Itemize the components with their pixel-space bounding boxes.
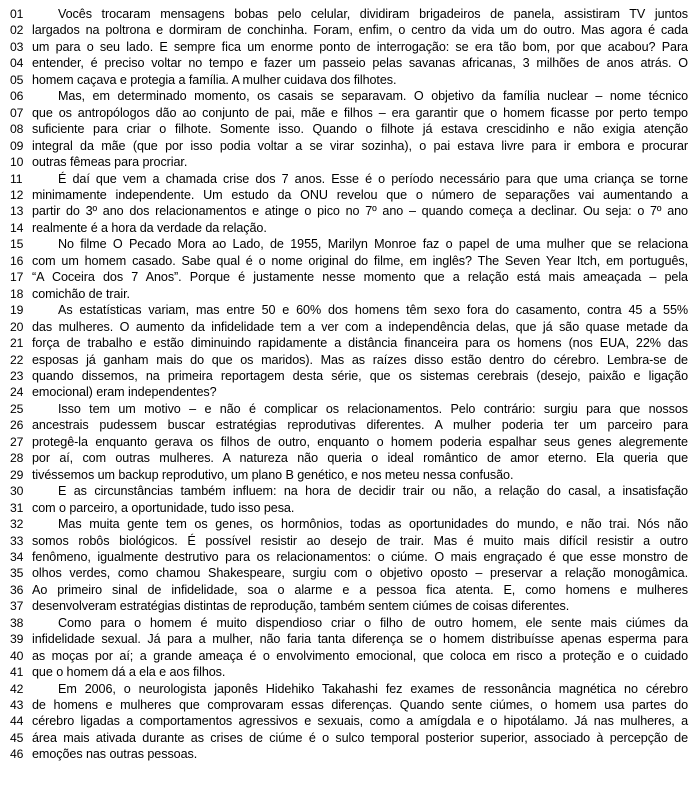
text-line: [10, 352, 688, 368]
text-line: [10, 401, 688, 417]
line-number: 24: [10, 385, 24, 400]
line-number: 15: [10, 237, 24, 252]
text-line: [10, 55, 688, 71]
line-number: 34: [10, 549, 24, 564]
text-line: [10, 368, 688, 384]
line-number: 23: [10, 368, 24, 383]
text-line: [10, 121, 688, 137]
line-text: de homens e mulheres que comprovaram essas diferenças. Quando sente ciúmes, o homem usa partes do: [32, 698, 688, 713]
line-text: entender, é preciso voltar no tempo e fazer um passeio pelas savanas africanas, 3 milhões de anos atrás. O: [32, 56, 688, 71]
line-text: fenômeno, igualmente destrutivo para os relacionamentos: o ciúme. O mais engraçado é que esse monstro de: [32, 549, 688, 564]
line-number: 44: [10, 714, 24, 729]
line-text: Ao primeiro sinal de infidelidade, soa o alarme e a pessoa fica atenta. E, como homens e mulheres: [32, 582, 688, 597]
line-number: 14: [10, 220, 24, 235]
line-number: 05: [10, 72, 24, 87]
text-line: [10, 549, 688, 565]
line-text: comichão de trair.: [32, 286, 130, 301]
line-number: 26: [10, 418, 24, 433]
line-text: minimamente independente. Um estudo da ONU revelou que o número de separações vai aumentando a: [32, 187, 688, 202]
text-line: [10, 236, 688, 252]
line-number: 08: [10, 122, 24, 137]
line-number: 19: [10, 303, 24, 318]
text-line: [10, 88, 688, 104]
line-text: somos robôs biológicos. É possível resistir ao desejo de trair. Mas é muito mais difícil resistir a outro: [32, 533, 688, 548]
line-text: emocional) eram independentes?: [32, 385, 217, 400]
line-text: homem caçava e protegia a família. A mulher cuidava dos filhotes.: [32, 72, 397, 87]
text-line: [10, 664, 688, 680]
line-text: E as circunstâncias também influem: na hora de decidir trair ou não, a relação do casal, a insatisfação: [58, 484, 688, 499]
line-text: protegê-la enquanto gerava os filhos de outro, enquanto o homem poderia espalhar seus genes alegremente: [32, 434, 688, 449]
line-number: 11: [10, 171, 23, 186]
text-line: [10, 72, 688, 88]
line-text: com um homem casado. Sabe qual é o nome original do filme, em inglês? The Seven Year Itch, em português,: [32, 253, 688, 268]
text-line: [10, 631, 688, 647]
numbered-text-body: [10, 6, 688, 763]
line-number: 28: [10, 451, 24, 466]
line-text: É daí que vem a chamada crise dos 7 anos. Esse é o período necessário para que uma criança se torne: [58, 171, 688, 186]
line-text: área mais ativada durante as crises de ciúme é o sulco temporal posterior superior, associado à percepção de: [32, 730, 688, 745]
line-text: desenvolveram estratégias distintas de reprodução, também sentem ciúmes de coisas diferentes.: [32, 599, 570, 614]
text-line: [10, 171, 688, 187]
text-line: [10, 565, 688, 581]
line-number: 35: [10, 566, 24, 581]
line-text: força de trabalho e estão diminuindo rapidamente a distância financeira para os homens (nos EUA, 22% das: [32, 336, 688, 351]
text-line: [10, 319, 688, 335]
text-line: [10, 384, 688, 400]
line-text: partir do 3º ano dos relacionamentos e atinge o pico no 7º ano – quando começa a declinar. Ou seja: o 7º ano: [32, 204, 688, 219]
text-line: [10, 697, 688, 713]
text-line: [10, 22, 688, 38]
text-line: [10, 187, 688, 203]
text-line: [10, 203, 688, 219]
line-text: No filme O Pecado Mora ao Lado, de 1955, Marilyn Monroe faz o papel de uma mulher que se relaciona: [58, 237, 688, 252]
text-line: [10, 516, 688, 532]
text-line: [10, 648, 688, 664]
line-number: 27: [10, 434, 24, 449]
line-number: 10: [10, 155, 24, 170]
line-number: 32: [10, 517, 24, 532]
line-number: 20: [10, 319, 24, 334]
line-text: cérebro ligadas a comportamentos agressivos e sexuais, como a amígdala e o hipotálamo. Já nas mulheres, a: [32, 714, 688, 729]
line-number: 31: [10, 500, 24, 515]
line-text: outras fêmeas para procriar.: [32, 155, 188, 170]
text-line: [10, 335, 688, 351]
line-text: as moças por aí; a grande ameaça é o envolvimento emocional, que coloca em risco a proteção e o cuidado: [32, 648, 688, 663]
text-line: [10, 500, 688, 516]
line-text: das mulheres. O aumento da infidelidade tem a ver com a independência delas, que já são quase metade da: [32, 319, 688, 334]
line-text: suficiente para criar o filhote. Somente isso. Quando o filhote já estava crescidinho e não exigia atenção: [32, 122, 688, 137]
line-number: 17: [10, 270, 24, 285]
line-text: com o parceiro, a oportunidade, tudo isso pesa.: [32, 500, 295, 515]
line-number: 22: [10, 352, 24, 367]
line-number: 33: [10, 533, 24, 548]
text-line: [10, 6, 688, 22]
line-number: 37: [10, 599, 24, 614]
line-text: Mas, em determinado momento, os casais se separavam. O objetivo da família nuclear – nome técnico: [58, 89, 688, 104]
line-number: 12: [10, 187, 24, 202]
text-line: [10, 582, 688, 598]
line-number: 03: [10, 39, 24, 54]
line-text: Isso tem um motivo – e não é complicar os relacionamentos. Pelo contrário: surgiu para que nossos: [58, 401, 688, 416]
line-text: integral da mãe (que por isso podia voltar a se virar sozinha), o pai estava livre para ir embora e procurar: [32, 138, 688, 153]
line-text: que o homem dá a ela e aos filhos.: [32, 665, 226, 680]
line-number: 36: [10, 582, 24, 597]
line-number: 25: [10, 401, 24, 416]
line-text: As estatísticas variam, mas entre 50 e 60% dos homens têm sexo fora do casamento, contra 45 a 55%: [58, 303, 688, 318]
line-text: Em 2006, o neurologista japonês Hidehiko Takahashi fez exames de ressonância magnética no cérebro: [58, 681, 688, 696]
line-number: 45: [10, 730, 24, 745]
line-text: que os antropólogos dão ao conjunto de pai, mãe e filhos – era garantir que o homem ficasse por perto tempo: [32, 105, 688, 120]
line-text: quando dissemos, na primeira reportagem desta série, que os sistemas cerebrais (desejo, paixão e ligação: [32, 368, 688, 383]
line-text: tivéssemos um backup reprodutivo, um plano B genético, e nos meteu nessa confusão.: [32, 467, 514, 482]
line-number: 06: [10, 89, 24, 104]
line-text: “A Coceira dos 7 Anos”. Porque é justamente nesse momento que a relação está mais ameaçada – pela: [32, 270, 688, 285]
text-line: [10, 467, 688, 483]
line-number: 21: [10, 336, 24, 351]
text-line: [10, 269, 688, 285]
line-number: 18: [10, 286, 24, 301]
line-number: 38: [10, 615, 24, 630]
text-line: [10, 681, 688, 697]
line-number: 46: [10, 747, 24, 762]
text-line: [10, 483, 688, 499]
line-number: 43: [10, 698, 24, 713]
line-number: 42: [10, 681, 24, 696]
text-line: [10, 154, 688, 170]
text-line: [10, 615, 688, 631]
line-number: 02: [10, 23, 24, 38]
text-line: [10, 253, 688, 269]
line-text: um para o seu lado. E sempre fica um enorme ponto de interrogação: se era tão bom, por que acabou? Para: [32, 39, 688, 54]
line-number: 01: [10, 7, 24, 21]
text-line: [10, 598, 688, 614]
line-text: realmente é a hora da verdade da relação.: [32, 220, 267, 235]
line-number: 30: [10, 484, 24, 499]
line-text: largados na poltrona e dormiram de conchinha. Foram, enfim, o centro da vida um do outro. Mas agora é cada: [32, 23, 688, 38]
line-text: Mas muita gente tem os genes, os hormônios, todas as oportunidades do mundo, e não trai. Nós não: [58, 517, 688, 532]
line-text: esposas já ganham mais do que os maridos). Mas as raízes disso estão dentro do cérebro. Lembra-se de: [32, 352, 688, 367]
line-text: Como para o homem é muito dispendioso criar o filho de outro homem, ele sente mais ciúmes da: [58, 615, 688, 630]
line-text: infidelidade sexual. Já para a mulher, não faria tanta diferença se o homem distribuísse apenas esperma para: [32, 632, 688, 647]
text-line: [10, 730, 688, 746]
line-number: 13: [10, 204, 24, 219]
text-line: [10, 138, 688, 154]
text-line: [10, 450, 688, 466]
line-text: emoções nas outras pessoas.: [32, 747, 198, 762]
text-line: [10, 220, 688, 236]
line-text: Vocês trocaram mensagens bobas pelo celular, dividiram brigadeiros de panela, assistiram TV juntos: [58, 7, 688, 21]
line-number: 40: [10, 648, 24, 663]
text-line: [10, 286, 688, 302]
line-text: ancestrais pudessem buscar estratégias reprodutivas diferentes. A mulher poderia ter um parceiro para: [32, 418, 688, 433]
text-line: [10, 533, 688, 549]
line-number: 09: [10, 138, 24, 153]
line-text: por aí, com outras mulheres. A natureza não queria o ideal romântico de amor eterno. Ela queria que: [32, 451, 688, 466]
line-number: 07: [10, 105, 24, 120]
line-number: 39: [10, 632, 24, 647]
text-line: [10, 746, 688, 762]
line-text: olhos verdes, como chamou Shakespeare, surgiu com o objetivo oposto – preservar a relação monogâmica.: [32, 566, 688, 581]
line-number: 04: [10, 56, 24, 71]
line-number: 29: [10, 467, 24, 482]
text-line: [10, 417, 688, 433]
line-number: 16: [10, 253, 24, 268]
text-line: [10, 713, 688, 729]
text-line: [10, 302, 688, 318]
text-line: [10, 434, 688, 450]
line-number: 41: [10, 665, 24, 680]
text-line: [10, 105, 688, 121]
text-line: [10, 39, 688, 55]
